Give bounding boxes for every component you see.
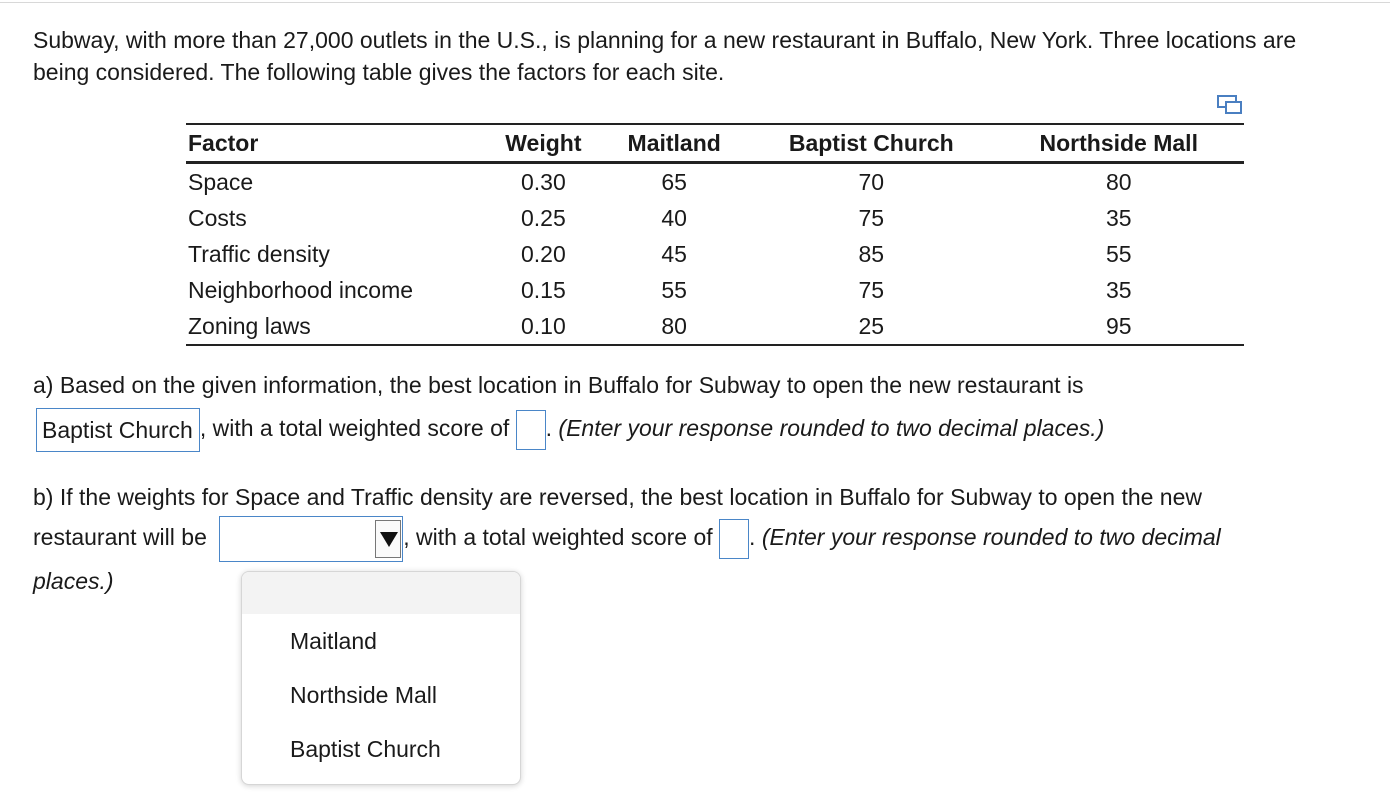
header-northside-mall: Northside Mall <box>993 124 1244 163</box>
cell-factor: Costs <box>188 204 247 231</box>
part-b-prefix: restaurant will be <box>33 524 207 551</box>
table-row <box>186 200 1244 236</box>
part-b-question: b) If the weights for Space and Traffic density are reversed, the best location in Buffalo for Subway to open the new <box>33 484 1203 510</box>
part-b-answer-line <box>33 516 1221 562</box>
part-b-hint-continued: places.) <box>33 568 114 594</box>
cell-maitland: 65 <box>661 168 687 195</box>
table-row <box>186 272 1244 308</box>
part-a-hint: (Enter your response rounded to two decimal places.) <box>558 415 1105 442</box>
cell-factor: Traffic density <box>188 240 330 267</box>
cell-factor: Zoning laws <box>186 308 487 345</box>
cell-baptist-church: 75 <box>858 204 885 231</box>
dropdown-option-baptist-church[interactable]: Baptist Church <box>290 736 441 762</box>
part-a-score-label: , with a total weighted score of <box>199 415 510 442</box>
part-a-period: . <box>545 415 553 442</box>
header-factor: Factor <box>186 124 487 163</box>
cell-weight: 0.10 <box>487 308 599 345</box>
part-b-hint: (Enter your response rounded to two decimal <box>761 524 1221 551</box>
cell-northside-mall: 55 <box>1105 240 1132 267</box>
header-weight: Weight <box>487 124 599 163</box>
cell-maitland: 40 <box>661 204 687 231</box>
part-a-score-input[interactable] <box>516 410 546 450</box>
cell-baptist-church: 85 <box>858 240 885 267</box>
cell-weight: 0.30 <box>520 168 566 195</box>
cell-weight: 0.25 <box>520 204 566 231</box>
cell-northside-mall: 95 <box>993 308 1244 345</box>
part-b-period: . <box>749 524 756 551</box>
location-dropdown-menu <box>241 571 521 785</box>
table-row <box>186 163 1244 201</box>
part-b-score-label: , with a total weighted score of <box>403 524 713 551</box>
cell-factor: Space <box>188 168 254 195</box>
table-header-row <box>186 124 1244 163</box>
table-row <box>186 308 1244 345</box>
cell-weight: 0.15 <box>520 276 566 303</box>
cell-baptist-church: 25 <box>749 308 993 345</box>
cell-maitland: 55 <box>661 276 687 303</box>
cell-northside-mall: 35 <box>1105 204 1132 231</box>
part-b-location-select[interactable] <box>219 516 403 562</box>
part-a-location-select[interactable]: Baptist Church <box>36 408 200 452</box>
cell-maitland: 80 <box>599 308 749 345</box>
part-a-answer-line <box>36 408 1104 452</box>
table-row <box>186 236 1244 272</box>
cell-northside-mall: 35 <box>1105 276 1132 303</box>
copy-table-icon[interactable] <box>1216 94 1244 116</box>
part-a-question: a) Based on the given information, the best location in Buffalo for Subway to open the new restaurant is <box>33 372 1084 398</box>
part-b-score-input[interactable] <box>719 519 749 559</box>
header-maitland: Maitland <box>599 124 749 163</box>
dropdown-option-maitland[interactable]: Maitland <box>290 628 377 654</box>
cell-northside-mall: 80 <box>1105 168 1132 195</box>
cell-baptist-church: 75 <box>858 276 885 303</box>
cell-factor: Neighborhood income <box>188 276 414 303</box>
cell-baptist-church: 70 <box>858 168 885 195</box>
header-baptist-church: Baptist Church <box>749 124 993 163</box>
top-divider <box>0 2 1390 3</box>
cell-weight: 0.20 <box>520 240 566 267</box>
chevron-down-icon[interactable] <box>375 520 401 558</box>
dropdown-option-northside-mall[interactable]: Northside Mall <box>290 682 437 708</box>
dropdown-blank-option[interactable] <box>242 572 520 614</box>
problem-intro: Subway, with more than 27,000 outlets in the U.S., is planning for a new restaurant in Buffalo, New York. Three locations are being considered. The following table gives the factors for each site. <box>33 27 1297 85</box>
factor-table <box>186 123 1244 346</box>
cell-maitland: 45 <box>661 240 687 267</box>
